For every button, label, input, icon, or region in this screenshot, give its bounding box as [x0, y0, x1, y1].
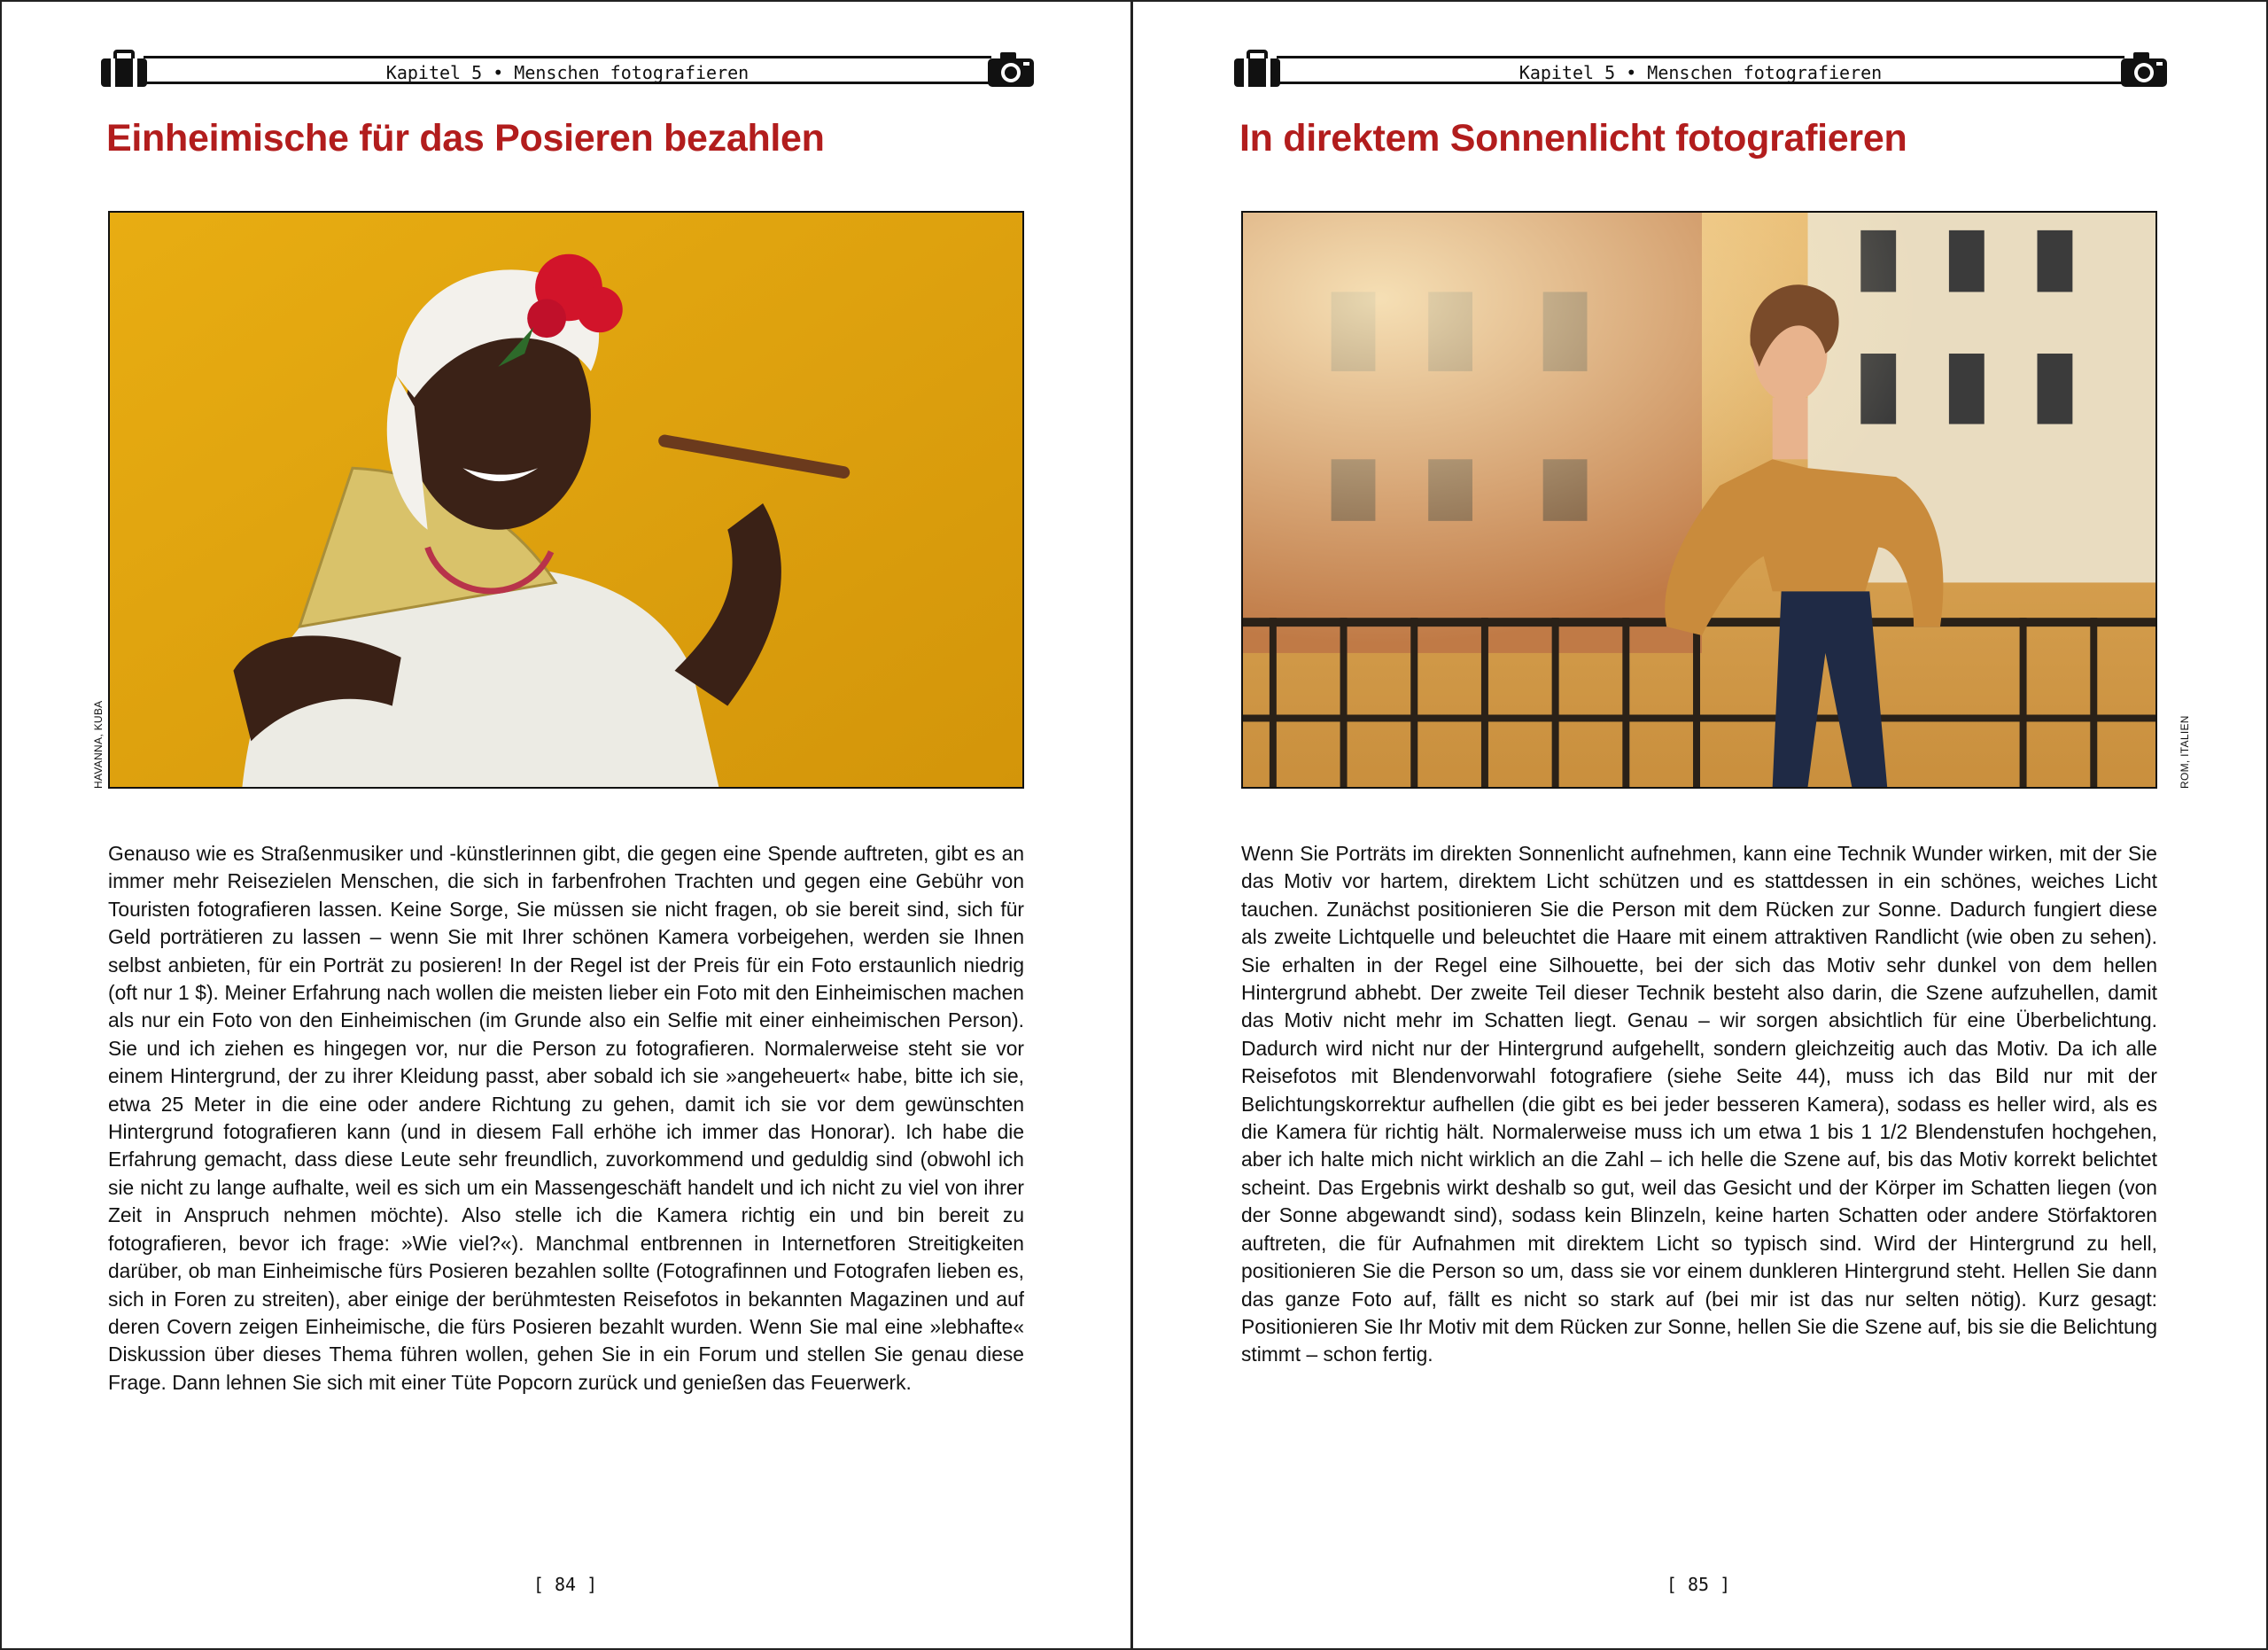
portrait-photo-icon: [110, 213, 1022, 787]
camera-icon: [986, 50, 1036, 89]
running-title: Kapitel 5 • Menschen fotografieren: [385, 62, 750, 83]
photo-rome-portrait: [1241, 211, 2157, 789]
page-number: [ 85 ]: [1666, 1574, 1731, 1595]
backlit-portrait-photo-icon: [1243, 213, 2155, 787]
page-right: [1133, 0, 2264, 1650]
body-paragraph: Wenn Sie Porträts im direkten Sonnenlicht aufnehmen, kann eine Technik Wunder wirken, mit der Sie das Motiv vor hartem, direktem Licht schützen und es stattdessen in ein schönes, weiches Licht tauchen. Zunächst positionieren Sie die Person mit dem Rücken zur Sonne. Dadurch fungiert diese als zweite Lichtquelle und beleuchtet die Haare mit einem attraktiven Randlicht (wie oben zu sehen). Sie erhalten in der Regel eine Silhouette, bei der sich das Motiv sehr dunkel von dem hellen Hintergrund abhebt. Der zweite Teil dieser Technik besteht also darin, die Szene aufzuhellen, damit das Motiv nicht mehr im Schatten liegt. Genau – wir sorgen absichtlich für eine Überbelichtung. Dadurch wird nicht nur der Hintergrund aufgehellt, sondern gleichzeitig auch das Motiv. Da ich alle Reisefotos mit Blendenvorwahl fotografiere (siehe Seite 44), muss ich das Bild nur mit der Belichtungskorrektur aufhellen (die gibt es bei jeder besseren Kamera), sodass es heller wird, als es die Kamera für richtig hält. Normalerweise muss ich um etwa 1 bis 1 1/2 Blendenstufen hochgehen, aber ich halte mich nicht wirklich an die Zahl – ich helle die Szene auf, bis das Motiv korrekt belichtet scheint. Das Ergebnis wirkt deshalb so gut, weil das Gesicht und der Körper im Schatten liegen (von der Sonne abgewandt sind), sodass kein Blinzeln, keine harten Schatten oder andere Störfaktoren auftreten, die für Aufnahmen mit direktem Licht so typisch sind. Wird der Hintergrund zu hell, positionieren Sie die Person so um, dass sie vor einem dunkleren Hintergrund steht. Hellen Sie dann das ganze Foto auf, fällt es nicht so stark auf (bei mir ist das nur selten nötig). Kurz gesagt: Positionieren Sie Ihr Motiv mit dem Rücken zur Sonne, hellen Sie die Szene auf, bis sie die Belichtung stimmt – schon fertig.: [1241, 842, 2157, 1366]
body-paragraph: Genauso wie es Straßenmusiker und -künstlerinnen gibt, die gegen eine Spende auftreten, gibt es an immer mehr Reisezielen Menschen, die sich in farbenfrohen Trachten und gegen eine Gebühr von Touristen fotografieren lassen. Keine Sorge, Sie müssen sie nicht fragen, ob sie bereit sind, sich für Geld porträtieren zu lassen – wenn Sie mit Ihrer schönen Kamera vorbeigehen, werden sie Ihnen selbst anbieten, für ein Porträt zu posieren! In der Regel ist der Preis für ein Foto erstaunlich niedrig (oft nur 1 $). Meiner Erfahrung nach wollen die meisten lieber ein Foto mit den Einheimischen machen als nur ein Foto von den Einheimischen (im Grunde also ein Selfie mit einer einheimischen Person). Sie und ich ziehen es hingegen vor, nur die Person zu fotografieren. Normalerweise steht sie vor einem Hintergrund, der zu ihrer Kleidung passt, aber sobald ich sie »angeheuert« habe, bitte ich sie, etwa 25 Meter in die eine oder andere Richtung zu gehen, damit ich sie vor dem gewünschten Hintergrund fotografieren kann (und in diesem Fall erhöhe ich immer das Honorar). Ich habe die Erfahrung gemacht, dass diese Leute sehr freundlich, zuvorkommend und geduldig sind (obwohl ich sie nicht zu lange aufhalte, weil es sich um ein Massengeschäft handelt und ich nicht zu viel von ihrer Zeit in Anspruch nehmen möchte). Also stelle ich die Kamera richtig ein und bin bereit zu fotografieren, bevor ich frage: »Wie viel?«). Manchmal entbrennen in Internetforen Streitigkeiten darüber, ob man Einheimische fürs Posieren bezahlen sollte (Fotografinnen und Fotografen lieben es, sich in Foren zu streiten), aber einige der berühmtesten Reisefotos in bekannten Magazinen und auf deren Covern zeigen Einheimische, die fürs Posieren bezahlt wurden. Wenn Sie mal eine »lebhafte« Diskussion über dieses Thema führen wollen, gehen Sie in ein Forum und stellen Sie genau diese Frage. Dann lehnen Sie sich mit einer Tüte Popcorn zurück und genießen das Feuerwerk.: [108, 842, 1024, 1394]
photo-credit: HAVANNA, KUBA: [92, 700, 105, 789]
camera-icon: [2119, 50, 2169, 89]
header-rule: [1277, 56, 2124, 84]
page-title: In direktem Sonnenlicht fotografieren: [1239, 117, 1907, 160]
header-rule: [144, 56, 991, 84]
page-number: [ 84 ]: [532, 1574, 598, 1595]
photo-havana-portrait: [108, 211, 1024, 789]
suitcase-icon: [99, 50, 149, 89]
running-header: [1232, 50, 2169, 89]
page-left: [0, 0, 1130, 1650]
running-header: [99, 50, 1036, 89]
suitcase-icon: [1232, 50, 1282, 89]
photo-credit: ROM, ITALIEN: [2179, 715, 2191, 789]
page-title: Einheimische für das Posieren bezahlen: [106, 117, 825, 160]
running-title: Kapitel 5 • Menschen fotografieren: [1518, 62, 1883, 83]
